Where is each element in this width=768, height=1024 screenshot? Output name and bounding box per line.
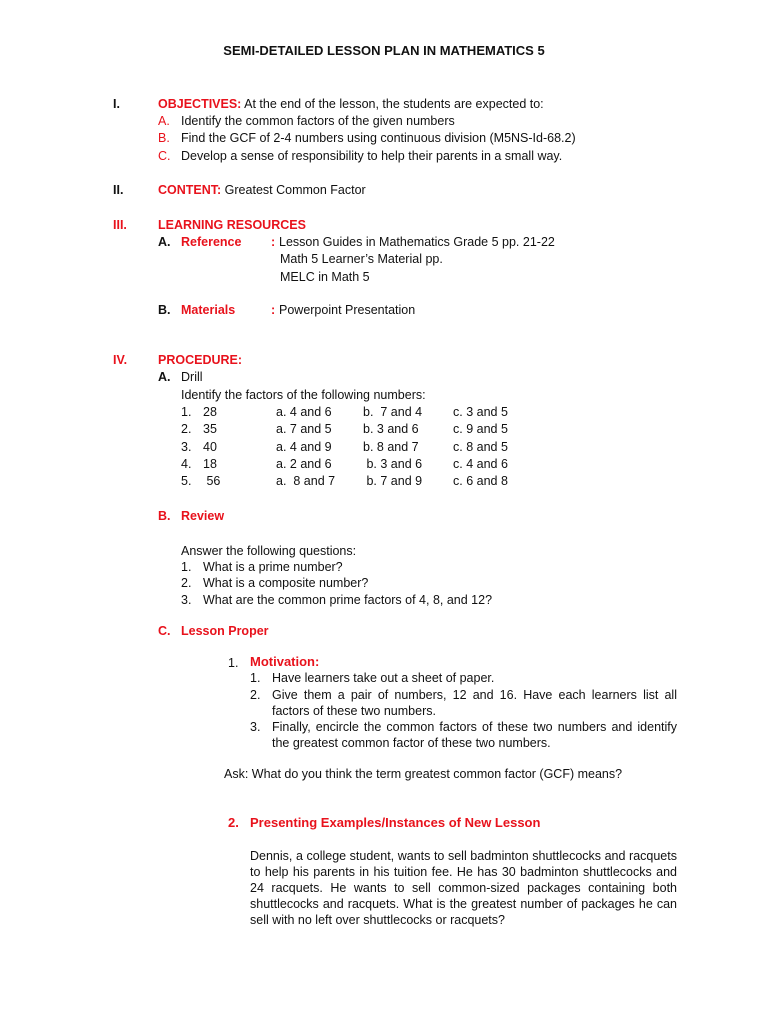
drill-row-num: 2.: [181, 422, 192, 436]
reference-line-3: MELC in Math 5: [280, 270, 370, 284]
drill-label: Drill: [181, 370, 203, 384]
motivation-step-text: Finally, encircle the common factors of these two numbers and identify the greatest common factor of these two numbers.: [272, 720, 677, 750]
drill-option-a: a. 7 and 5: [276, 422, 332, 436]
lesson-proper-label: Lesson Proper: [181, 624, 269, 638]
drill-row-num: 3.: [181, 440, 192, 454]
presenting-paragraph: Dennis, a college student, wants to sell badminton shuttlecocks and racquets to help his parents in his tuition fee. He has 30 badminton shuttlecocks and 24 racquets. He wants to sell common-sized packages containing both shuttlecocks and racquets. What is the greatest number of packages he can sell with no left over shuttlecocks or racquets?: [250, 849, 677, 927]
drill-option-c: c. 6 and 8: [453, 474, 508, 488]
objective-letter-c: C.: [158, 149, 171, 163]
procedure-numeral: IV.: [113, 353, 128, 367]
drill-row-value: 28: [203, 405, 217, 419]
drill-row-value: 56: [203, 474, 221, 488]
review-letter: B.: [158, 509, 171, 523]
review-question-text: What is a composite number?: [203, 576, 369, 590]
document-title: SEMI-DETAILED LESSON PLAN IN MATHEMATICS 5: [223, 43, 545, 58]
motivation-num: 1.: [228, 656, 239, 670]
drill-option-b: b. 3 and 6: [363, 422, 419, 436]
presenting-num: 2.: [228, 815, 239, 830]
drill-row-value: 18: [203, 457, 217, 471]
motivation-ask: Ask: What do you think the term greatest common factor (GCF) means?: [224, 767, 623, 781]
content-line: [158, 182, 366, 198]
objective-letter-b: B.: [158, 131, 170, 145]
motivation-step-text: Have learners take out a sheet of paper.: [272, 671, 495, 685]
objective-text-c: Develop a sense of responsibility to help their parents in a small way.: [181, 149, 563, 163]
review-question-num: 2.: [181, 576, 192, 590]
content-numeral: II.: [113, 183, 124, 197]
presenting-label: Presenting Examples/Instances of New Lesson: [250, 815, 541, 830]
drill-row-value: 35: [203, 422, 217, 436]
objectives-numeral: I.: [113, 97, 120, 111]
materials-colon: :: [271, 303, 276, 317]
content-text: Greatest Common Factor: [221, 183, 366, 197]
drill-row-num: 5.: [181, 474, 192, 488]
procedure-heading: PROCEDURE:: [158, 353, 243, 367]
drill-option-c: c. 9 and 5: [453, 422, 508, 436]
motivation-step-num: 3.: [250, 720, 261, 734]
reference-line-2: Math 5 Learner’s Material pp.: [280, 252, 443, 266]
reference-colon: :: [271, 235, 276, 249]
reference-line-1: Lesson Guides in Mathematics Grade 5 pp. 21-22: [279, 235, 555, 249]
motivation-label: Motivation:: [250, 654, 320, 669]
review-label: Review: [181, 509, 225, 523]
drill-option-c: c. 4 and 6: [453, 457, 508, 471]
materials-letter: B.: [158, 303, 171, 317]
motivation-step-num: 1.: [250, 671, 261, 685]
drill-option-a: a. 4 and 6: [276, 405, 332, 419]
reference-label: Reference: [181, 235, 242, 249]
drill-option-a: a. 8 and 7: [276, 474, 336, 488]
drill-option-c: c. 8 and 5: [453, 440, 508, 454]
drill-option-b: b. 8 and 7: [363, 440, 419, 454]
drill-option-b: b. 7 and 4: [363, 405, 423, 419]
drill-option-a: a. 4 and 9: [276, 440, 332, 454]
content-heading: CONTENT:: [158, 183, 222, 197]
drill-option-b: b. 7 and 9: [363, 474, 423, 488]
resources-heading: LEARNING RESOURCES: [158, 218, 306, 232]
drill-option-a: a. 2 and 6: [276, 457, 332, 471]
objectives-heading: OBJECTIVES:: [158, 97, 242, 111]
objective-letter-a: A.: [158, 114, 170, 128]
materials-label: Materials: [181, 303, 236, 317]
motivation-step-num: 2.: [250, 688, 261, 702]
drill-row-value: 40: [203, 440, 217, 454]
review-question-text: What are the common prime factors of 4, 8, and 12?: [203, 593, 493, 607]
review-question-text: What is a prime number?: [203, 560, 343, 574]
drill-instruction: Identify the factors of the following numbers:: [181, 388, 426, 402]
drill-row-num: 1.: [181, 405, 192, 419]
drill-letter: A.: [158, 370, 171, 384]
review-instruction: Answer the following questions:: [181, 544, 357, 558]
review-question-num: 1.: [181, 560, 192, 574]
reference-letter: A.: [158, 235, 171, 249]
objective-text-a: Identify the common factors of the given numbers: [181, 114, 455, 128]
drill-option-c: c. 3 and 5: [453, 405, 508, 419]
lesson-proper-letter: C.: [158, 624, 171, 638]
materials-text: Powerpoint Presentation: [279, 303, 416, 317]
objectives-line: [158, 96, 544, 112]
drill-option-b: b. 3 and 6: [363, 457, 423, 471]
review-question-num: 3.: [181, 593, 192, 607]
motivation-step-text: Give them a pair of numbers, 12 and 16. Have each learners list all factors of these two numbers.: [272, 688, 677, 718]
drill-row-num: 4.: [181, 457, 192, 471]
resources-numeral: III.: [113, 218, 127, 232]
objective-text-b: Find the GCF of 2-4 numbers using continuous division (M5NS-Id-68.2): [181, 131, 576, 145]
objectives-intro: At the end of the lesson, the students are expected to:: [241, 97, 544, 111]
